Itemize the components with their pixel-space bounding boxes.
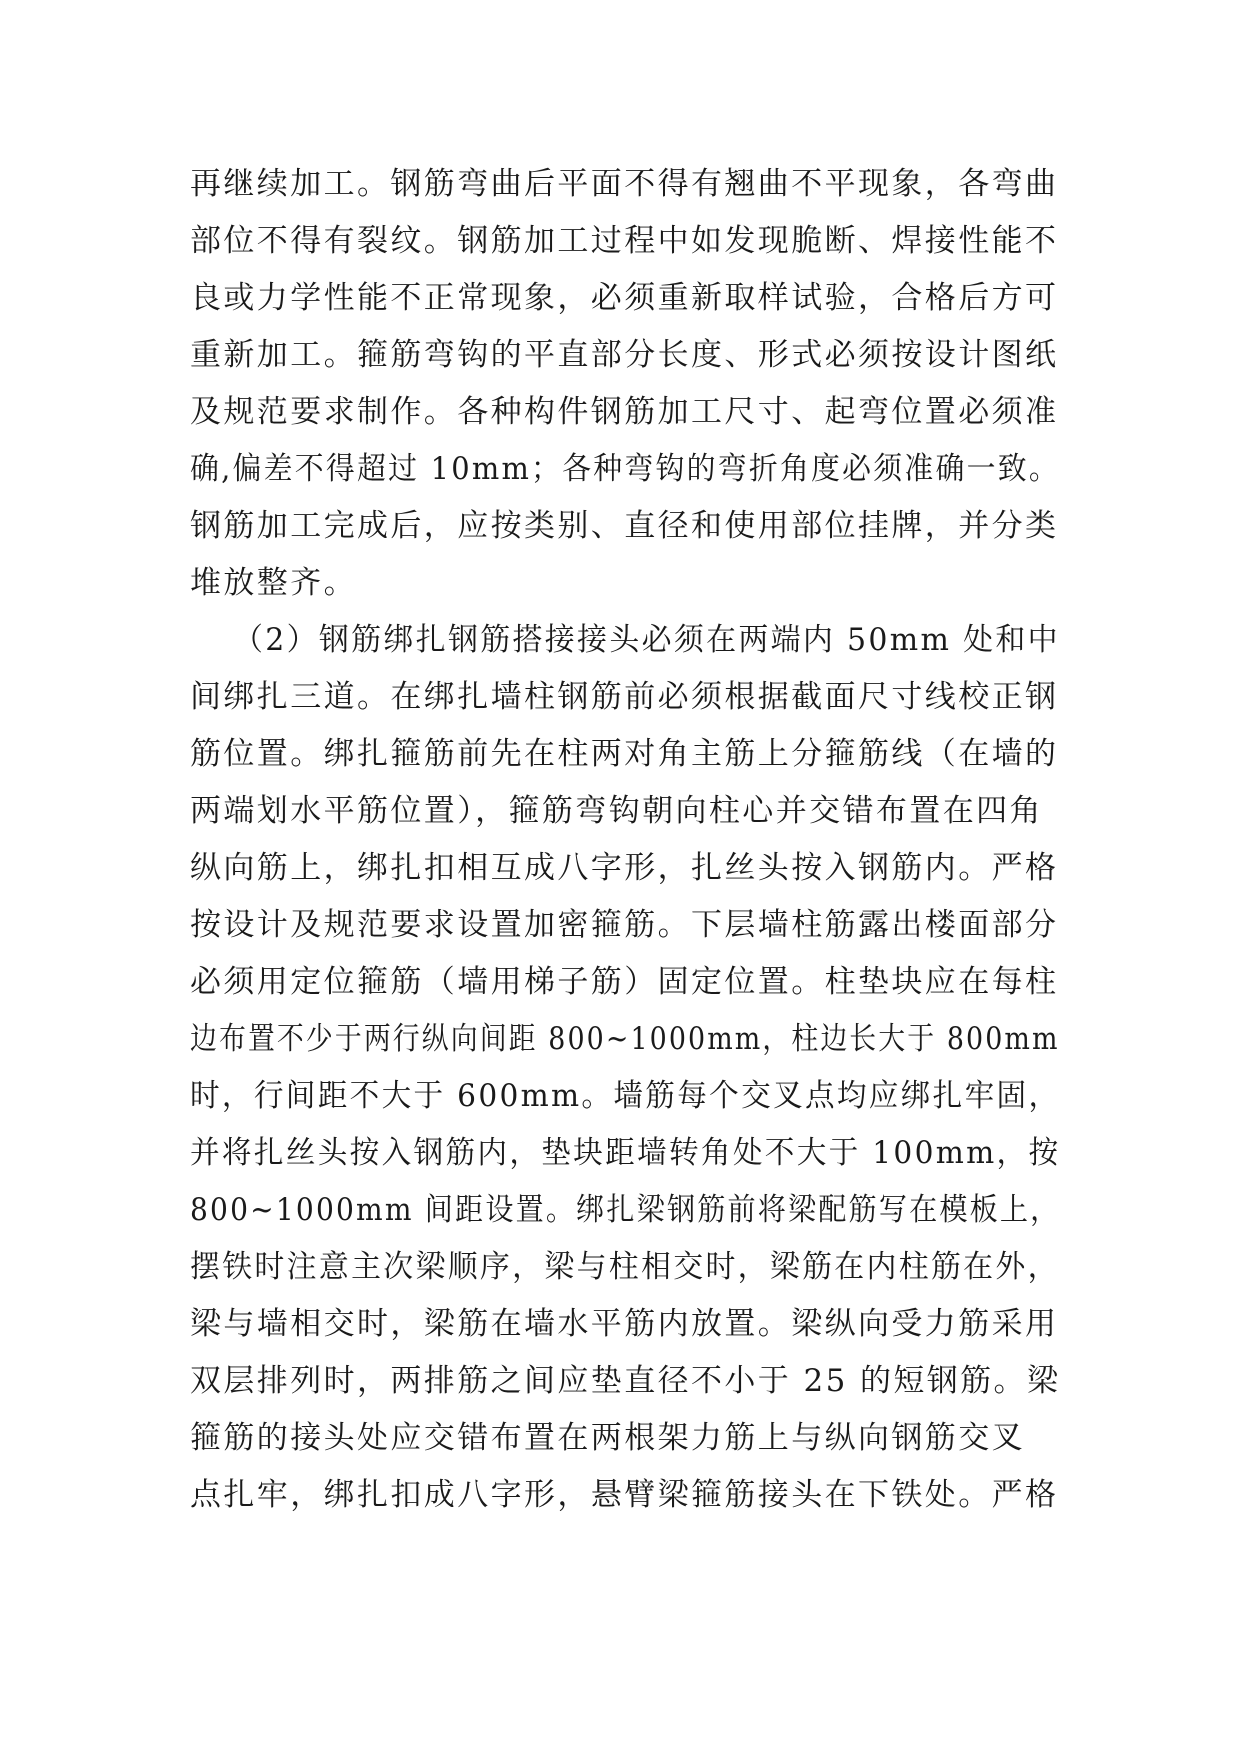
text-line: 再继续加工。钢筋弯曲后平面不得有翘曲不平现象，各弯曲 bbox=[190, 166, 1059, 202]
text-line: 800~1000mm 间距设置。绑扎梁钢筋前将梁配筋写在模板上， bbox=[190, 1192, 1061, 1228]
text-line: 筋位置。绑扎箍筋前先在柱两对角主筋上分箍筋线（在墙的 bbox=[190, 736, 1059, 772]
text-line: 重新加工。箍筋弯钩的平直部分长度、形式必须按设计图纸 bbox=[190, 337, 1059, 373]
text-line: 纵向筋上，绑扎扣相互成八字形，扎丝头按入钢筋内。严格 bbox=[190, 850, 1059, 886]
text-line: 点扎牢，绑扎扣成八字形，悬臂梁箍筋接头在下铁处。严格 bbox=[190, 1477, 1059, 1513]
text-line: 确,偏差不得超过 10mm；各种弯钩的弯折角度必须准确一致。 bbox=[190, 451, 1060, 487]
text-line: 堆放整齐。 bbox=[190, 565, 357, 601]
text-line: 边布置不少于两行纵向间距 800~1000mm，柱边长大于 800mm bbox=[190, 1021, 1060, 1057]
text-line: 两端划水平筋位置），箍筋弯钩朝向柱心并交错布置在四角 bbox=[190, 793, 1043, 829]
text-line: 钢筋加工完成后，应按类别、直径和使用部位挂牌，并分类 bbox=[190, 508, 1059, 544]
paragraph-first-line: （2）钢筋绑扎钢筋搭接接头必须在两端内 50mm 处和中 bbox=[233, 622, 1060, 658]
text-line: 间绑扎三道。在绑扎墙柱钢筋前必须根据截面尺寸线校正钢 bbox=[190, 679, 1059, 715]
text-line: 梁与墙相交时，梁筋在墙水平筋内放置。梁纵向受力筋采用 bbox=[190, 1306, 1059, 1342]
text-line: 部位不得有裂纹。钢筋加工过程中如发现脆断、焊接性能不 bbox=[190, 223, 1059, 259]
text-line: 按设计及规范要求设置加密箍筋。下层墙柱筋露出楼面部分 bbox=[190, 907, 1059, 943]
text-line: 箍筋的接头处应交错布置在两根架力筋上与纵向钢筋交叉 bbox=[190, 1420, 1025, 1456]
text-line: 双层排列时，两排筋之间应垫直径不小于 25 的短钢筋。梁 bbox=[190, 1363, 1061, 1399]
text-line: 摆铁时注意主次梁顺序，梁与柱相交时，梁筋在内柱筋在外， bbox=[190, 1249, 1060, 1285]
text-line: 及规范要求制作。各种构件钢筋加工尺寸、起弯位置必须准 bbox=[190, 394, 1059, 430]
text-line: 并将扎丝头按入钢筋内，垫块距墙转角处不大于 100mm，按 bbox=[190, 1135, 1061, 1171]
text-line: 必须用定位箍筋（墙用梯子筋）固定位置。柱垫块应在每柱 bbox=[190, 964, 1059, 1000]
text-line: 良或力学性能不正常现象，必须重新取样试验，合格后方可 bbox=[190, 280, 1059, 316]
text-line: 时，行间距不大于 600mm。墙筋每个交叉点均应绑扎牢固， bbox=[190, 1078, 1061, 1114]
